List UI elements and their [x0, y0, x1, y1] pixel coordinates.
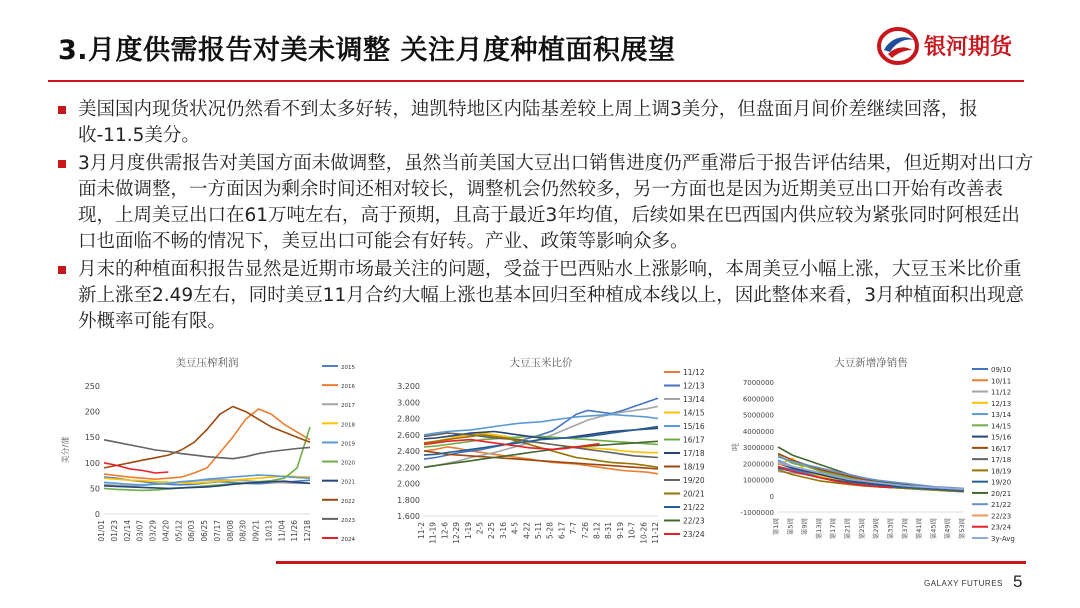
y-tick-label: 1.600 [397, 512, 420, 521]
x-tick-label: 11-19 [428, 522, 438, 544]
bullet-square-icon [58, 266, 66, 274]
x-tick-label: 10-26 [639, 522, 649, 544]
brand-logo [876, 24, 1036, 68]
x-tick-label: 第53周 [958, 518, 966, 540]
y-tick-label: 3000000 [742, 444, 774, 452]
legend-label: 09/10 [991, 366, 1012, 374]
x-tick-label: 2-25 [487, 522, 497, 540]
legend-label: 19/20 [683, 476, 705, 485]
y-axis-label: 美分/蒲 [61, 436, 70, 464]
brand-name: 银河期货 [924, 35, 1013, 60]
x-tick-label: 11-12 [651, 522, 660, 544]
chart-title: 美豆压榨利润 [175, 357, 239, 369]
crush-margin-chart-svg [58, 348, 378, 553]
footer-brand: GALAXY FUTURES [924, 579, 1003, 588]
legend-label: 2019 [341, 441, 355, 448]
x-tick-label: 06/25 [200, 520, 209, 542]
x-tick-label: 7-7 [569, 522, 579, 535]
bullet-item [56, 97, 1036, 150]
chart-title: 大豆玉米比价 [509, 357, 573, 369]
x-tick-label: 第45周 [929, 518, 938, 540]
x-tick-label: 4-22 [522, 522, 532, 540]
chart-title: 大豆新增净销售 [834, 357, 908, 369]
legend-label: 23/24 [683, 530, 705, 539]
legend-label: 17/18 [683, 449, 705, 458]
legend-label: 2020 [341, 460, 355, 467]
x-tick-label: 10/13 [264, 520, 274, 542]
x-tick-label: 6-17 [557, 522, 567, 540]
x-tick-label: 2-5 [475, 522, 485, 535]
net-sales-chart-svg [728, 348, 1048, 553]
legend-label: 2016 [341, 384, 355, 391]
series-line [104, 409, 310, 479]
legend-label: 11/12 [683, 368, 705, 377]
y-tick-label: -1000000 [740, 509, 774, 517]
x-tick-label: 第33周 [886, 518, 895, 540]
legend-label: 2018 [341, 422, 355, 429]
legend-label: 18/19 [991, 467, 1012, 476]
x-tick-label: 07/17 [212, 520, 222, 542]
bullet-text: 美国国内现货状况仍然看不到太多好转，迪凯特地区内陆基差较上周上调3美分，但盘面月间价差继续回落，报收-11.5美分。 [78, 99, 978, 147]
x-tick-label: 06/03 [187, 520, 197, 542]
x-tick-label: 第25周 [857, 518, 866, 540]
legend-label: 21/22 [991, 501, 1012, 510]
legend-label: 2021 [341, 479, 355, 486]
bullet-square-icon [58, 160, 66, 168]
legend-label: 15/16 [683, 422, 705, 431]
y-tick-label: 2.400 [397, 447, 420, 456]
legend-label: 17/18 [991, 456, 1012, 465]
legend-label: 16/17 [683, 435, 705, 445]
legend-label: 2023 [341, 517, 355, 524]
x-tick-label: 02/14 [122, 520, 132, 542]
legend-label: 3y-Avg [991, 535, 1015, 543]
legend-label: 16/17 [991, 444, 1012, 453]
bullet-text: 月末的种植面积报告显然是近期市场最关注的问题，受益于巴西贴水上涨影响，本周美豆小幅上涨，大豆玉米比价重新上涨至2.49左右，同时美豆11月合约大幅上涨也基本回归至种植成本线以上，因此整体来看，3月种植面积出现意外概率可能有限。 [78, 258, 1025, 333]
bullet-square-icon [58, 106, 66, 114]
bullet-item [56, 257, 1036, 336]
x-tick-label: 12/18 [303, 520, 312, 542]
y-tick-label: 50 [89, 484, 100, 494]
x-tick-label: 09/21 [251, 520, 261, 542]
legend-label: 21/22 [683, 503, 705, 512]
y-tick-label: 100 [84, 458, 100, 468]
x-tick-label: 08/08 [225, 520, 235, 542]
series-line [104, 463, 168, 473]
y-tick-label: 2.600 [397, 430, 420, 440]
soy-corn-ratio-chart-svg [388, 348, 718, 553]
x-tick-label: 03/07 [135, 520, 145, 542]
legend-label: 12/13 [683, 381, 705, 391]
x-tick-label: 01/01 [97, 520, 106, 542]
x-tick-label: 01/23 [109, 520, 119, 542]
y-tick-label: 2.200 [397, 463, 420, 473]
x-tick-label: 03/29 [148, 520, 158, 542]
soy-corn-ratio-chart [388, 348, 718, 553]
y-tick-label: 250 [84, 382, 100, 391]
legend-label: 22/23 [683, 516, 705, 526]
x-tick-label: 第13周 [814, 518, 823, 540]
net-sales-chart [728, 348, 1048, 553]
legend-label: 2024 [341, 537, 355, 543]
y-tick-label: 2.000 [397, 479, 420, 489]
legend-label: 10/11 [991, 377, 1012, 386]
y-tick-label: 1.800 [397, 495, 420, 505]
x-tick-label: 第37周 [900, 518, 909, 540]
x-tick-label: 5-28 [545, 522, 555, 540]
x-tick-label: 3-16 [498, 522, 508, 540]
y-tick-label: 5000000 [742, 411, 774, 420]
y-tick-label: 4000000 [742, 427, 774, 436]
footer-divider [276, 561, 1026, 564]
x-tick-label: 第29周 [872, 518, 881, 540]
x-tick-label: 12-6 [440, 522, 450, 540]
legend-label: 20/21 [683, 489, 705, 499]
x-tick-label: 7-26 [580, 522, 590, 540]
bullet-item [56, 151, 1036, 256]
x-tick-label: 8-12 [592, 522, 602, 540]
legend-label: 12/13 [991, 399, 1012, 408]
x-tick-label: 第49周 [943, 518, 952, 540]
x-tick-label: 11-2 [417, 522, 426, 540]
x-tick-label: 9-19 [615, 522, 625, 540]
legend-label: 15/16 [991, 433, 1012, 442]
x-tick-label: 11/04 [277, 520, 287, 542]
slide-title: 3.月度供需报告对美未调整 关注月度种植面积展望 [58, 35, 676, 66]
galaxy-logo-icon [876, 24, 920, 68]
y-tick-label: 0 [769, 492, 774, 501]
y-tick-label: 3.000 [397, 398, 420, 408]
x-tick-label: 1-19 [463, 522, 473, 540]
legend-label: 20/21 [991, 489, 1012, 498]
y-tick-label: 3.200 [397, 382, 420, 391]
title-divider [48, 80, 1024, 82]
legend-label: 2015 [341, 365, 355, 371]
page-number: 5 [1013, 572, 1023, 591]
x-tick-label: 10-7 [627, 522, 637, 540]
legend-label: 13/14 [991, 411, 1012, 420]
series-line [104, 440, 310, 459]
y-tick-label: 200 [84, 407, 100, 417]
x-tick-label: 5-11 [534, 522, 543, 540]
x-tick-label: 08/30 [238, 520, 248, 542]
y-tick-label: 150 [84, 433, 100, 443]
x-tick-label: 第17周 [829, 518, 838, 540]
legend-label: 13/14 [683, 395, 705, 404]
x-tick-label: 04/20 [161, 520, 171, 542]
bullet-list [56, 97, 1036, 337]
x-tick-label: 第1周 [772, 518, 780, 536]
y-tick-label: 1000000 [742, 476, 774, 485]
legend-label: 14/15 [683, 408, 705, 418]
x-tick-label: 第21周 [843, 518, 852, 540]
legend-label: 18/19 [683, 462, 705, 472]
x-tick-label: 8-31 [604, 522, 614, 540]
legend-label: 19/20 [991, 478, 1012, 487]
y-axis-label: 吨 [731, 443, 740, 451]
y-tick-label: 2.800 [397, 414, 420, 424]
bullet-text: 3月月度供需报告对美国方面未做调整，虽然当前美国大豆出口销售进度仍严重滞后于报告评估结果，但近期对出口方面未做调整，一方面因为剩余时间还相对较长，调整机会仍然较多，另一方面也是因为近期美豆出口开始有改善表现，上周美豆出口在61万吨左右，高于预期，且高于最近3年均值，后续如果在巴西国内供应较为紧张同时阿根廷出口也面临不畅的情况下，美豆出口可能会有好转。产业、政策等影响众多。 [78, 152, 1034, 253]
y-tick-label: 2000000 [742, 460, 774, 469]
legend-label: 22/23 [991, 512, 1012, 521]
legend-label: 2022 [341, 498, 355, 505]
legend-label: 11/12 [991, 388, 1012, 397]
x-tick-label: 第5周 [786, 518, 795, 536]
y-tick-label: 6000000 [742, 395, 774, 404]
x-tick-label: 第41周 [915, 518, 924, 540]
x-tick-label: 12-29 [452, 522, 462, 544]
x-tick-label: 第9周 [800, 518, 809, 536]
y-tick-label: 0 [94, 510, 100, 519]
legend-label: 2017 [341, 403, 355, 410]
series-line [424, 398, 658, 459]
legend-label: 23/24 [991, 523, 1012, 532]
x-tick-label: 11/26 [290, 520, 300, 542]
x-tick-label: 05/12 [174, 520, 184, 542]
series-line [104, 407, 310, 468]
x-tick-label: 4-5 [510, 522, 520, 535]
y-tick-label: 7000000 [742, 379, 774, 387]
legend-label: 14/15 [991, 422, 1012, 431]
crush-margin-chart [58, 348, 378, 553]
